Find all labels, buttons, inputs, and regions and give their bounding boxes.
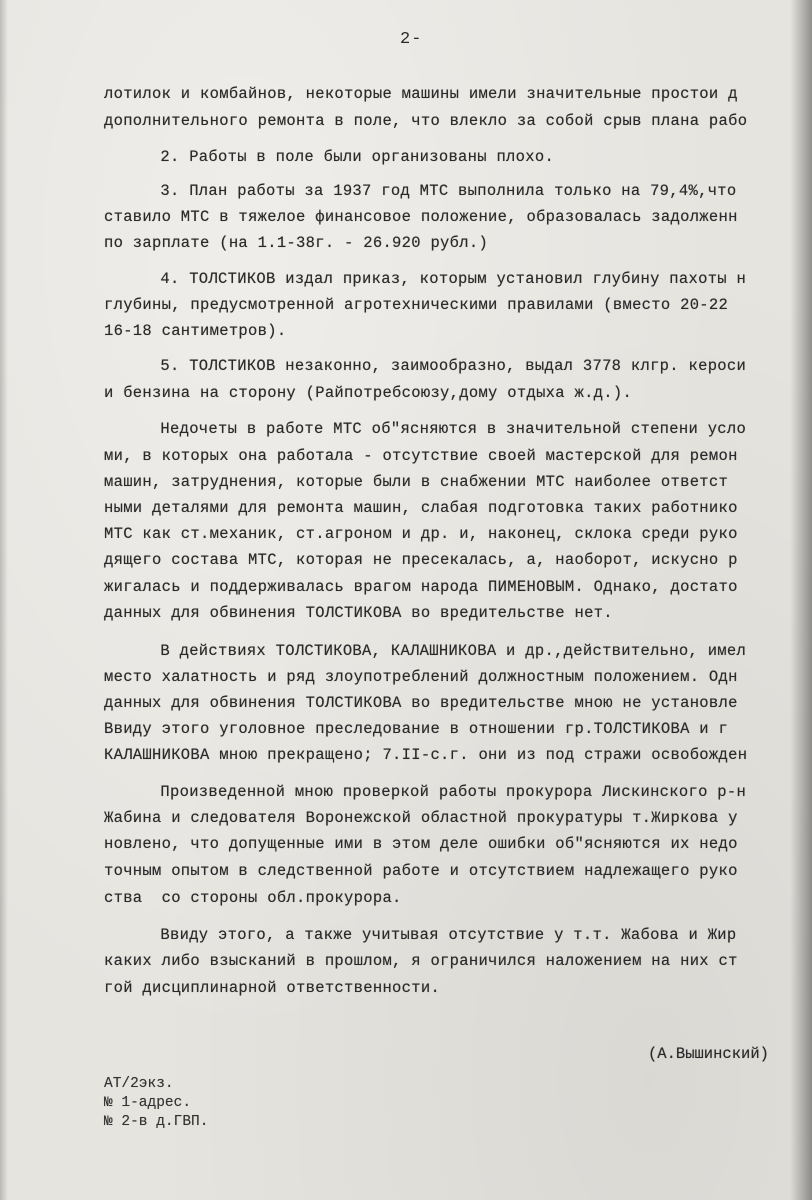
text-line: данных для обвинения ТОЛСТИКОВА во вредительстве нет. bbox=[104, 604, 613, 622]
text-line: ства со стороны обл.прокурора. bbox=[104, 889, 402, 907]
text-line: КАЛАШНИКОВА мною прекращено; 7.II-с.г. они из под стражи освобожден bbox=[104, 746, 748, 764]
text-line: точным опытом в следственной работе и отсутствием надлежащего руко bbox=[104, 862, 738, 880]
page-number: 2- bbox=[400, 30, 423, 49]
text-line: дящего состава МТС, которая не пресекалась, а, наоборот, искусно р bbox=[104, 551, 738, 569]
text-line: место халатность и ряд злоупотреблений должностным положением. Одн bbox=[104, 668, 738, 686]
signature: (А.Вышинский) bbox=[648, 1045, 769, 1063]
footer-line: № 1-адрес. bbox=[104, 1095, 192, 1111]
text-line: ми, в которых она работала - отсутствие своей мастерской для ремон bbox=[104, 447, 738, 465]
text-line: 2. Работы в поле были организованы плохо. bbox=[122, 148, 555, 166]
text-line: гой дисциплинарной ответственности. bbox=[104, 979, 441, 997]
text-line: 4. ТОЛСТИКОВ издал приказ, которым установил глубину пахоты н bbox=[122, 270, 747, 288]
text-line: Ввиду этого уголовное преследование в отношении гр.ТОЛСТИКОВА и г bbox=[104, 720, 729, 738]
scan-left-edge bbox=[0, 0, 8, 1200]
footer-line: № 2-в д.ГВП. bbox=[104, 1114, 209, 1130]
text-line: новлено, что допущенные ими в этом деле ошибки об"ясняются их недо bbox=[104, 835, 738, 853]
text-line: Жабина и следователя Воронежской областной прокуратуры т.Жиркова у bbox=[104, 809, 738, 827]
text-line: В действиях ТОЛСТИКОВА, КАЛАШНИКОВА и др.,действительно, имел bbox=[122, 642, 747, 660]
text-line: ными деталями для ремонта машин, слабая подготовка таких работнико bbox=[104, 499, 738, 517]
text-line: Произведенной мною проверкой работы прокурора Лискинского р-н bbox=[122, 783, 747, 801]
text-line: глубины, предусмотренной агротехническими правилами (вместо 20-22 bbox=[104, 296, 729, 314]
text-line: Недочеты в работе МТС об"ясняются в значительной степени усло bbox=[122, 420, 747, 438]
text-line: 5. ТОЛСТИКОВ незаконно, заимообразно, выдал 3778 клгр. кероси bbox=[122, 357, 747, 375]
text-line: данных для обвинения ТОЛСТИКОВА во вредительстве мною не установле bbox=[104, 694, 738, 712]
text-line: дополнительного ремонта в поле, что влекло за собой срыв плана рабо bbox=[104, 112, 748, 130]
text-line: 3. План работы за 1937 год МТС выполнила только на 79,4%,что bbox=[122, 182, 737, 200]
text-line: машин, затруднения, которые были в снабжении МТС наиболее ответст bbox=[104, 473, 729, 491]
text-line: лотилок и комбайнов, некоторые машины имели значительные простои д bbox=[104, 85, 738, 103]
text-line: ставило МТС в тяжелое финансовое положение, образовалась задолженн bbox=[104, 208, 738, 226]
text-line: и бензина на сторону (Райпотребсоюзу,дому отдыха ж.д.). bbox=[104, 384, 633, 402]
text-line: МТС как ст.механик, ст.агроном и др. и, наконец, склока среди руко bbox=[104, 525, 738, 543]
text-line: каких либо взысканий в прошлом, я ограничился наложением на них ст bbox=[104, 952, 738, 970]
text-line: 16-18 сантиметров). bbox=[104, 322, 287, 340]
footer-line: АТ/2экз. bbox=[104, 1076, 174, 1092]
text-line: Ввиду этого, а также учитывая отсутствие у т.т. Жабова и Жир bbox=[122, 926, 737, 944]
text-line: по зарплате (на 1.1-38г. - 26.920 рубл.) bbox=[104, 234, 489, 252]
text-line: жигалась и поддерживалась врагом народа ПИМЕНОВЫМ. Однако, достато bbox=[104, 578, 738, 596]
scan-right-edge-shadow bbox=[790, 0, 812, 1200]
